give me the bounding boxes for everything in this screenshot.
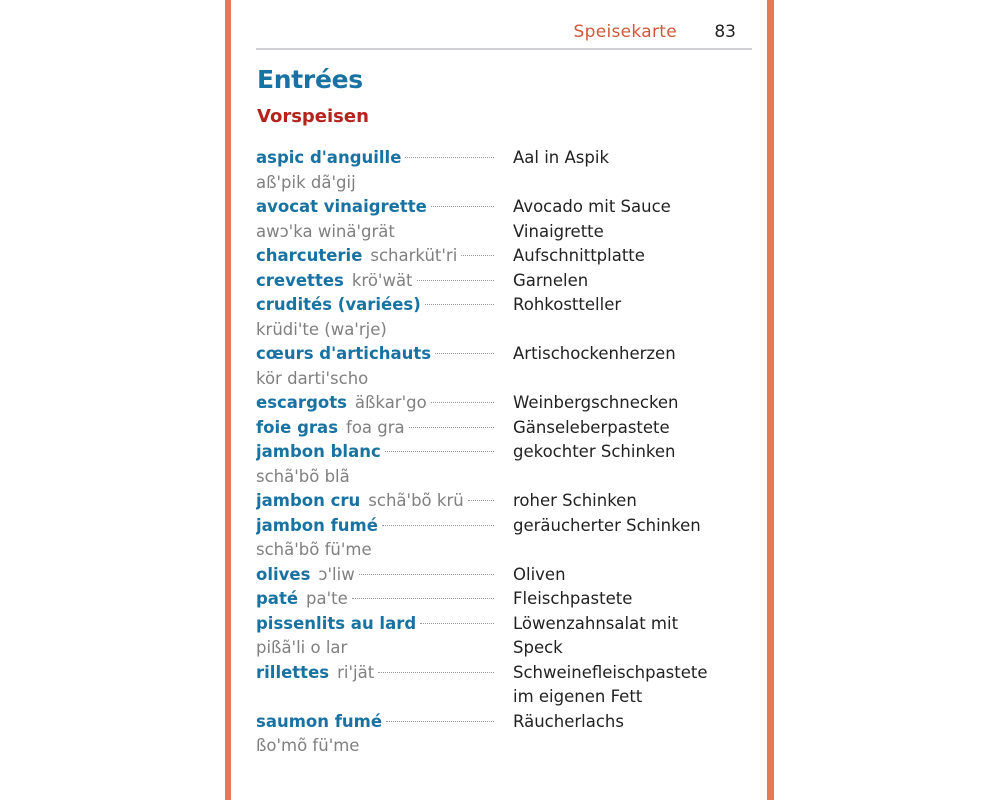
german-translation: roher Schinken (513, 491, 637, 510)
dot-leader (417, 280, 494, 281)
german-translation: Oliven (513, 564, 566, 584)
dot-leader (382, 525, 494, 526)
french-term: olives (256, 564, 311, 584)
pronunciation: äßkar'go (354, 393, 427, 412)
dot-leader (425, 304, 494, 305)
french-term: escargots (256, 393, 347, 412)
running-head (256, 18, 752, 50)
dot-leader (378, 672, 494, 673)
french-term: aspic d'anguille (256, 148, 402, 167)
pronunciation: aß'pik dã'gij (256, 172, 356, 192)
entry-item (256, 391, 756, 416)
german-translation: Vinaigrette (513, 221, 604, 241)
german-translation: Speck (513, 638, 563, 657)
french-term: avocat vinaigrette (256, 197, 427, 216)
german-translation: Artischockenherzen (513, 344, 676, 363)
dot-leader (468, 500, 494, 501)
entry-item (256, 612, 756, 661)
pronunciation: ɔ'liw (318, 564, 355, 584)
german-translation: Garnelen (513, 270, 589, 290)
french-term: charcuterie (256, 246, 363, 265)
page-border-right (767, 0, 774, 800)
german-translation: Avocado mit Sauce (513, 197, 671, 216)
page-title: Entrées (257, 65, 363, 94)
dot-leader (352, 598, 494, 599)
page-border-left (225, 0, 231, 800)
dot-leader (420, 623, 494, 624)
dot-leader (386, 721, 494, 722)
pronunciation: schã'bõ fü'me (256, 540, 372, 559)
pronunciation: pa'te (306, 589, 348, 608)
entry-item (256, 146, 756, 195)
french-term: foie gras (256, 417, 339, 437)
german-translation: Aufschnittplatte (513, 246, 645, 265)
german-translation: Löwenzahnsalat mit (513, 613, 679, 633)
german-translation: gekochter Schinken (513, 442, 676, 461)
pronunciation: scharküt'ri (370, 246, 458, 265)
dot-leader (435, 353, 494, 354)
dot-leader (431, 206, 494, 207)
french-term: jambon blanc (256, 442, 381, 461)
french-term: paté (256, 589, 299, 608)
section-name: Speisekarte (573, 22, 677, 42)
entry-list (256, 146, 756, 759)
french-term: rillettes (256, 662, 330, 682)
pronunciation: ri'jät (337, 662, 375, 682)
dot-leader (461, 255, 494, 256)
german-translation: Rohkostteller (513, 295, 622, 314)
entry-item (256, 269, 756, 294)
german-translation: Räucherlachs (513, 711, 624, 731)
german-translation: geräucherter Schinken (513, 515, 701, 535)
pronunciation: kör darti'scho (256, 368, 369, 388)
pronunciation: krö'wät (351, 270, 413, 290)
entry-item (256, 710, 756, 759)
pronunciation: foa gra (346, 417, 405, 437)
dot-leader (359, 574, 494, 575)
pronunciation: schã'bõ blã (256, 466, 350, 486)
entry-item (256, 293, 756, 342)
dot-leader (431, 402, 494, 403)
pronunciation: awɔ'ka winä'grät (256, 221, 395, 241)
entry-item (256, 416, 756, 441)
entry-item (256, 563, 756, 588)
german-translation: im eigenen Fett (513, 687, 643, 706)
entry-item (256, 342, 756, 391)
dot-leader (385, 451, 494, 452)
entry-item (256, 244, 756, 269)
french-term: saumon fumé (256, 711, 383, 731)
german-translation: Schweinefleischpastete (513, 662, 708, 682)
pronunciation: ßo'mõ fü'me (256, 736, 360, 755)
entry-item (256, 587, 756, 612)
dot-leader (405, 157, 494, 158)
entry-item (256, 661, 756, 710)
pronunciation: schã'bõ krü (368, 491, 464, 510)
page-subtitle: Vorspeisen (257, 106, 369, 127)
french-term: jambon cru (256, 491, 361, 510)
dot-leader (409, 427, 494, 428)
french-term: crevettes (256, 270, 344, 290)
french-term: pissenlits au lard (256, 613, 417, 633)
pronunciation: krüdi'te (wa'rje) (256, 319, 387, 339)
german-translation: Fleischpastete (513, 589, 633, 608)
pronunciation: pißã'li o lar (256, 638, 348, 657)
page-number: 83 (714, 22, 736, 42)
french-term: jambon fumé (256, 515, 378, 535)
entry-item (256, 440, 756, 489)
german-translation: Weinbergschnecken (513, 393, 679, 412)
entry-item (256, 195, 756, 244)
french-term: crudités (variées) (256, 295, 421, 314)
german-translation: Aal in Aspik (513, 148, 610, 167)
entry-item (256, 514, 756, 563)
german-translation: Gänseleberpastete (513, 417, 670, 437)
french-term: cœurs d'artichauts (256, 344, 432, 363)
entry-item (256, 489, 756, 514)
